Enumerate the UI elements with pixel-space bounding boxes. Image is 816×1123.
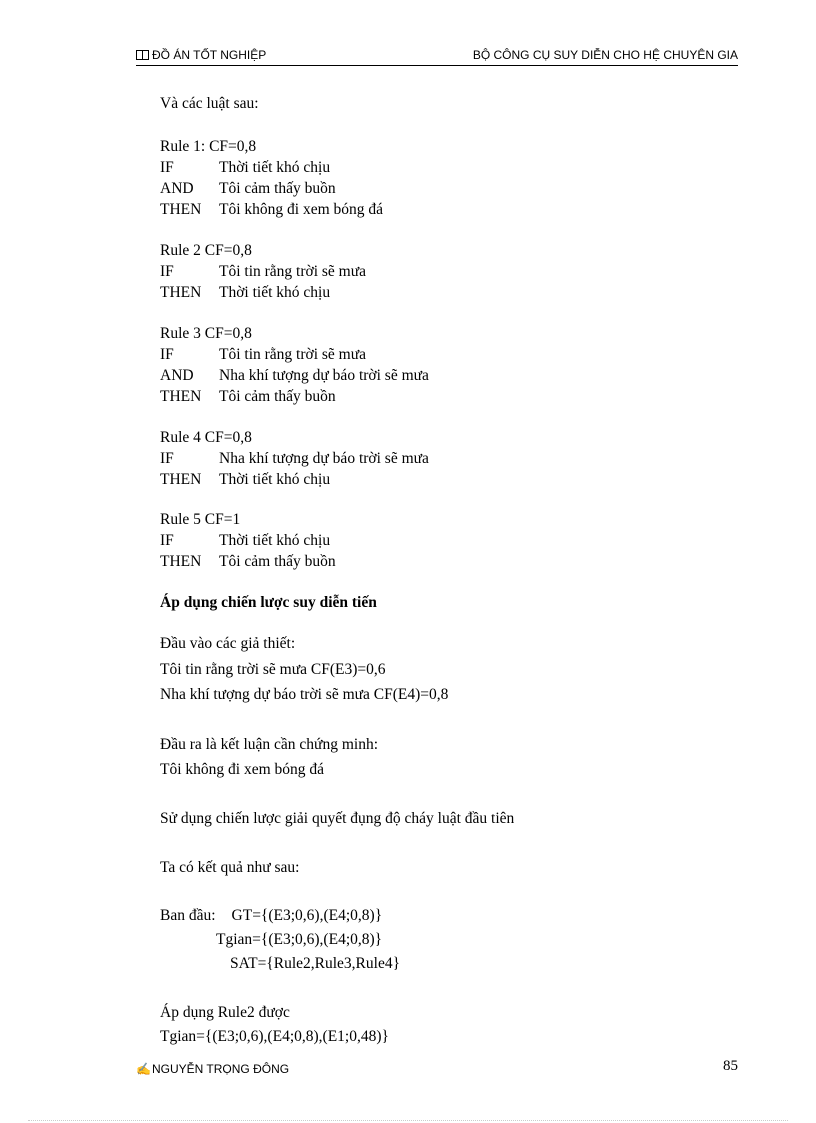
rule-1-title: Rule 1: CF=0,8 [160,138,257,155]
gt-set: GT={(E3;0,6),(E4;0,8)} [231,907,383,924]
rule-condition: Thời tiết khó chịu [219,159,331,176]
rule-condition: Tôi tin rằng trời sẽ mưa [219,263,367,280]
output-label: Đầu ra là kết luận cần chứng minh: [160,736,379,753]
rule-keyword: THEN [160,388,202,405]
intro-text: Và các luật sau: [160,95,259,112]
header-left-text: ĐỒ ÁN TỐT NGHIỆP [152,48,267,62]
rule-conclusion: Tôi cảm thấy buồn [219,388,336,405]
rule-3-title: Rule 3 CF=0,8 [160,325,252,342]
rule-keyword: IF [160,263,174,280]
rule-3-line-3 [160,387,336,407]
rule-condition: Tôi cảm thấy buồn [219,180,336,197]
input-fact-2: Nha khí tượng dự báo trời sẽ mưa CF(E4)=0,8 [160,686,449,703]
rule-4-line-1 [160,449,429,469]
rule-4-line-2 [160,470,330,490]
page-footer [136,1058,738,1078]
apply-rule2-text: Áp dụng Rule2 được [160,1004,290,1021]
rule-2-line-1 [160,262,366,282]
footer-author [136,1062,289,1076]
output-goal: Tôi không đi xem bóng đá [160,761,325,778]
tgian-set-1: Tgian={(E3;0,6),(E4;0,8)} [216,931,383,948]
rule-keyword: IF [160,159,174,176]
header-left [136,48,266,62]
initial-state [160,906,382,926]
rule-keyword: IF [160,532,174,549]
rule-1-line-2 [160,179,336,199]
rule-5-line-1 [160,531,330,551]
page-edge-divider [28,1120,788,1121]
sat-set: SAT={Rule2,Rule3,Rule4} [230,955,401,972]
input-fact-1: Tôi tin rằng trời sẽ mưa CF(E3)=0,6 [160,661,386,678]
rule-conclusion: Tôi không đi xem bóng đá [219,201,384,218]
rule-keyword: AND [160,180,194,197]
inputs-label: Đầu vào các giả thiết: [160,635,296,652]
rule-4-title: Rule 4 CF=0,8 [160,429,252,446]
rule-condition: Tôi tin rằng trời sẽ mưa [219,346,367,363]
rule-1-line-1 [160,158,330,178]
pen-icon: ✍ [136,1062,151,1076]
rule-keyword: THEN [160,553,202,570]
tgian-set-2: Tgian={(E3;0,6),(E4;0,8),(E1;0,48)} [160,1028,389,1045]
rule-condition: Nha khí tượng dự báo trời sẽ mưa [219,367,429,384]
rule-2-title: Rule 2 CF=0,8 [160,242,252,259]
header-right: BỘ CÔNG CỤ SUY DIỄN CHO HỆ CHUYÊN GIA [472,48,738,62]
rule-keyword: THEN [160,471,202,488]
rule-1-line-3 [160,200,383,220]
rule-5-line-2 [160,552,336,572]
rule-conclusion: Tôi cảm thấy buồn [219,553,336,570]
strategy-text: Sử dụng chiến lược giải quyết đụng độ cháy luật đầu tiên [160,810,515,827]
rule-keyword: IF [160,346,174,363]
result-label: Ta có kết quả như sau: [160,859,300,876]
initial-label: Ban đầu: [160,907,216,924]
rule-condition: Nha khí tượng dự báo trời sẽ mưa [219,450,429,467]
rule-keyword: IF [160,450,174,467]
rule-conclusion: Thời tiết khó chịu [219,471,331,488]
page-header [136,48,738,66]
book-icon [136,50,149,60]
rule-keyword: AND [160,367,194,384]
author-name: NGUYỄN TRỌNG ĐÔNG [151,1062,290,1076]
rule-2-line-2 [160,283,330,303]
section-heading: Áp dụng chiến lược suy diễn tiến [160,594,377,611]
rule-condition: Thời tiết khó chịu [219,532,331,549]
page-number: 85 [723,1058,738,1074]
rule-conclusion: Thời tiết khó chịu [219,284,331,301]
rule-keyword: THEN [160,284,202,301]
rule-3-line-2 [160,366,429,386]
rule-keyword: THEN [160,201,202,218]
rule-3-line-1 [160,345,366,365]
rule-5-title: Rule 5 CF=1 [160,511,241,528]
